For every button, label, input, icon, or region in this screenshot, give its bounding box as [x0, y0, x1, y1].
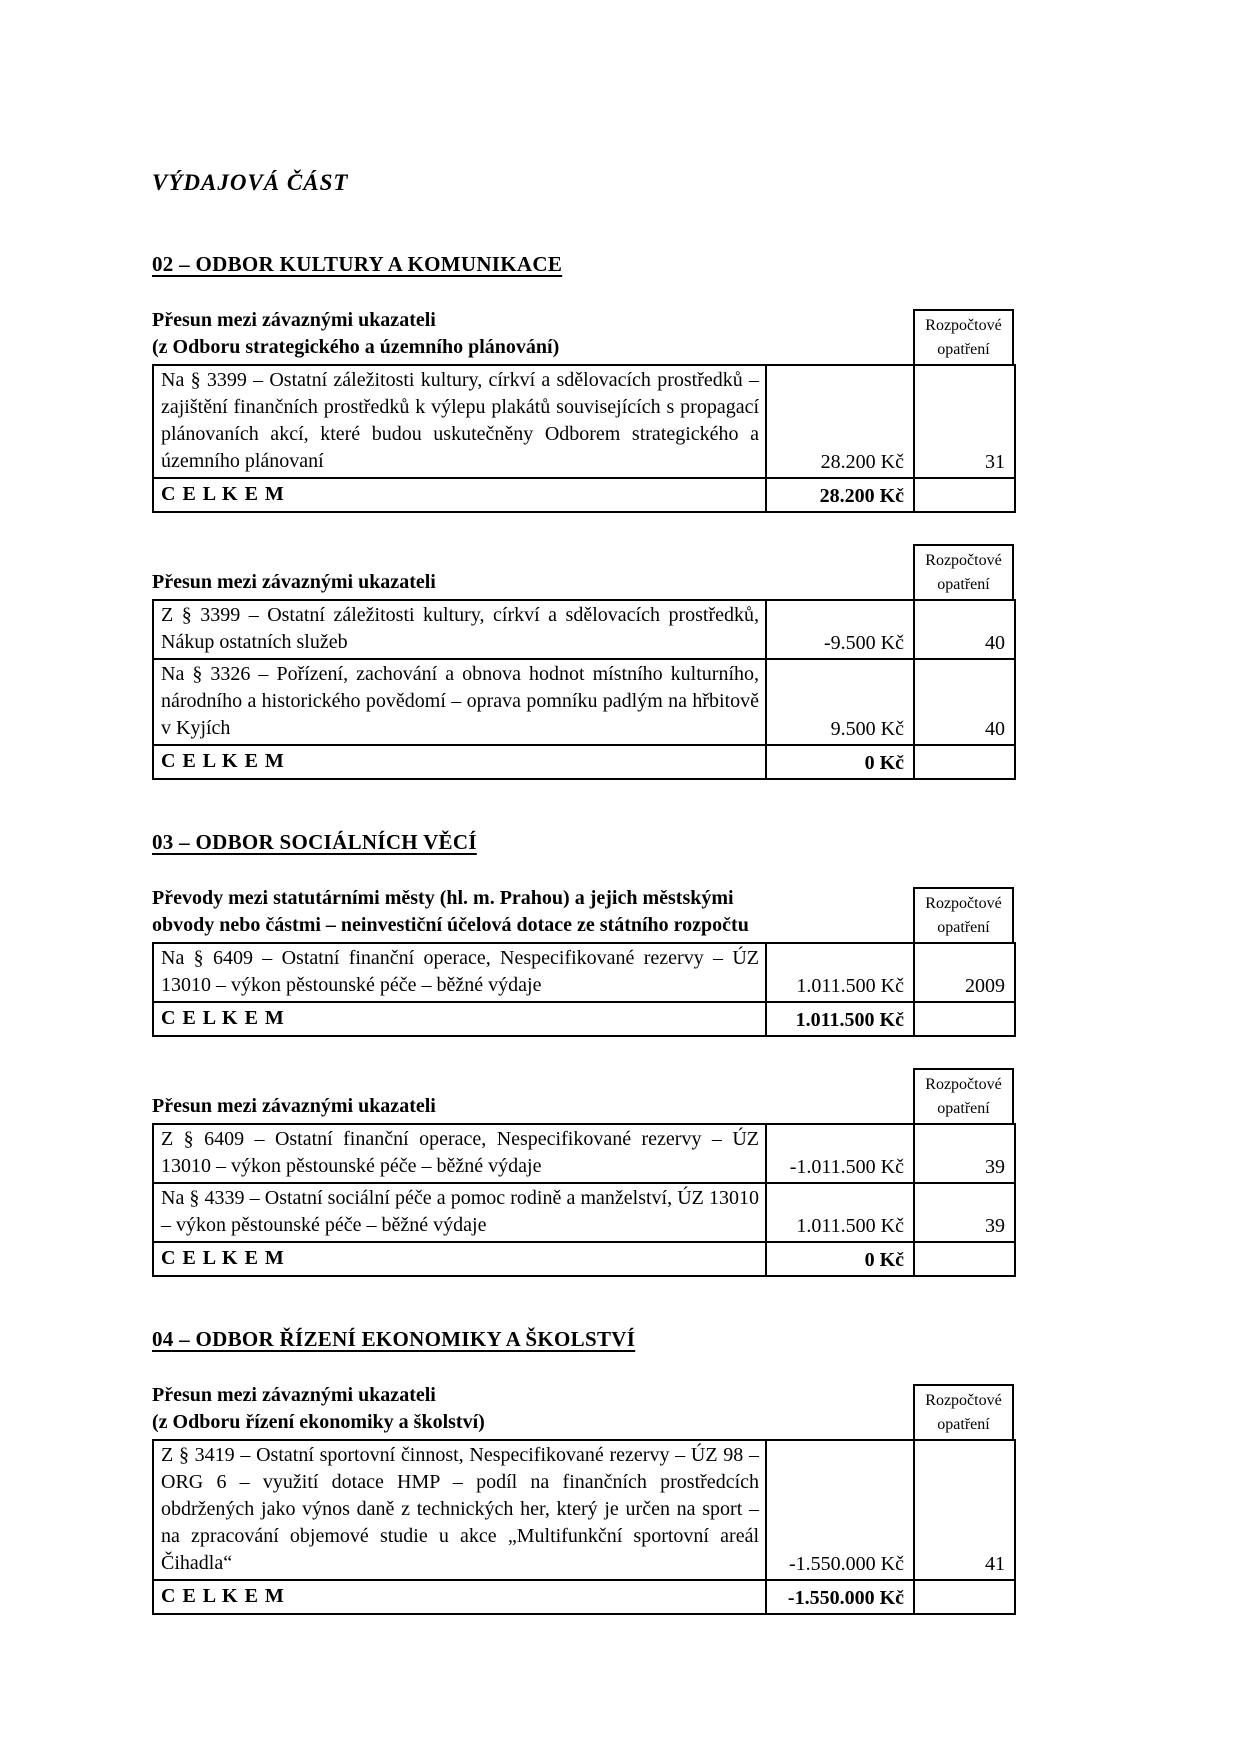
block-label-line: Převody mezi statutárními městy (hl. m. Prahou) a jejich městskými: [152, 887, 734, 909]
total-amount: 1.011.500 Kč: [766, 1002, 914, 1036]
section-heading-02: 02 – ODBOR KULTURY A KOMUNIKACE: [152, 252, 563, 276]
total-amount: 28.200 Kč: [766, 478, 914, 512]
table-row: [153, 659, 1015, 745]
total-amount: 0 Kč: [766, 745, 914, 779]
row-amount: -9.500 Kč: [766, 600, 914, 659]
block-label-line: Přesun mezi závaznými ukazateli: [152, 1095, 436, 1117]
section-heading-04: 04 – ODBOR ŘÍZENÍ EKONOMIKY A ŠKOLSTVÍ: [152, 1327, 636, 1351]
block-label: [152, 885, 765, 942]
row-amount: 1.011.500 Kč: [766, 943, 914, 1002]
budget-table: [152, 599, 1016, 780]
row-description: Na § 4339 – Ostatní sociální péče a pomoc rodině a manželství, ÚZ 13010 – výkon pěstounské péče – běžné výdaje: [153, 1183, 766, 1242]
block-label-line: (z Odboru řízení ekonomiky a školství): [152, 1411, 485, 1433]
row-description: Z § 3399 – Ostatní záležitosti kultury, církví a sdělovacích prostředků, Nákup ostatních služeb: [153, 600, 766, 659]
row-measure-number: 40: [914, 600, 1015, 659]
block-label-line: (z Odboru strategického a územního plánování): [152, 336, 560, 358]
block-head: [152, 1382, 1014, 1439]
total-row: [153, 1242, 1015, 1276]
total-label: C E L K E M: [153, 1002, 766, 1036]
row-amount: 28.200 Kč: [766, 365, 914, 478]
block-label-line: Přesun mezi závaznými ukazateli: [152, 1384, 436, 1406]
block-head: [152, 307, 1014, 364]
row-description: Na § 3326 – Pořízení, zachování a obnova hodnot místního kulturního, národního a historického povědomí – oprava pomníku padlým na hřbitově v Kyjích: [153, 659, 766, 745]
table-row: [153, 1124, 1015, 1183]
block-label-line: obvody nebo částmi – neinvestiční účelová dotace ze státního rozpočtu: [152, 914, 749, 936]
block-head: [152, 885, 1014, 942]
row-amount: -1.550.000 Kč: [766, 1440, 914, 1580]
total-amount: -1.550.000 Kč: [766, 1580, 914, 1614]
budget-measure-header: Rozpočtové opatření: [913, 1384, 1014, 1439]
table-row: [153, 365, 1015, 478]
row-measure-number: 40: [914, 659, 1015, 745]
block-label: [152, 1093, 765, 1123]
budget-measure-header: Rozpočtové opatření: [913, 544, 1014, 599]
budget-block: [152, 1068, 1014, 1277]
row-amount: 1.011.500 Kč: [766, 1183, 914, 1242]
block-head: [152, 1068, 1014, 1123]
row-amount: 9.500 Kč: [766, 659, 914, 745]
total-label: C E L K E M: [153, 1242, 766, 1276]
total-row: [153, 1002, 1015, 1036]
budget-table: [152, 942, 1016, 1037]
row-description: Z § 6409 – Ostatní finanční operace, Nespecifikované rezervy – ÚZ 13010 – výkon pěstounské péče – běžné výdaje: [153, 1124, 766, 1183]
budget-measure-header: Rozpočtové opatření: [913, 309, 1014, 364]
row-measure-number: 31: [914, 365, 1015, 478]
budget-block: [152, 885, 1014, 1037]
total-measure-cell: [914, 1002, 1015, 1036]
block-label: [152, 307, 765, 364]
total-amount: 0 Kč: [766, 1242, 914, 1276]
total-measure-cell: [914, 1242, 1015, 1276]
table-row: [153, 600, 1015, 659]
budget-block: [152, 307, 1014, 513]
row-amount: -1.011.500 Kč: [766, 1124, 914, 1183]
total-label: C E L K E M: [153, 745, 766, 779]
budget-block: [152, 1382, 1014, 1615]
budget-measure-header: Rozpočtové opatření: [913, 1068, 1014, 1123]
row-description: Na § 3399 – Ostatní záležitosti kultury, církví a sdělovacích prostředků – zajištění finančních prostředků k výlepu plakátů souvisejících s propagací plánovaních akcí, které budou uskutečněny Odborem strategického a územního plánovaní: [153, 365, 766, 478]
row-description: Z § 3419 – Ostatní sportovní činnost, Nespecifikované rezervy – ÚZ 98 – ORG 6 – využití dotace HMP – podíl na finančních prostředcích obdržených jako výnos daně z technických her, který je určen na sport – na zpracování objemové studie u akce „Multifunkční sportovní areál Čihadla“: [153, 1440, 766, 1580]
total-label: C E L K E M: [153, 478, 766, 512]
budget-measure-header: Rozpočtové opatření: [913, 887, 1014, 942]
total-label: C E L K E M: [153, 1580, 766, 1614]
row-measure-number: 2009: [914, 943, 1015, 1002]
table-row: [153, 1183, 1015, 1242]
total-measure-cell: [914, 1580, 1015, 1614]
section-heading-03: 03 – ODBOR SOCIÁLNÍCH VĚCÍ: [152, 830, 477, 854]
row-measure-number: 39: [914, 1183, 1015, 1242]
budget-block: [152, 544, 1014, 780]
total-measure-cell: [914, 745, 1015, 779]
total-row: [153, 1580, 1015, 1614]
total-row: [153, 745, 1015, 779]
block-label-line: Přesun mezi závaznými ukazateli: [152, 309, 436, 331]
block-label: [152, 569, 765, 599]
block-label: [152, 1382, 765, 1439]
table-row: [153, 1440, 1015, 1580]
block-label-line: Přesun mezi závaznými ukazateli: [152, 571, 436, 593]
budget-table: [152, 1123, 1016, 1277]
block-head: [152, 544, 1014, 599]
row-measure-number: 39: [914, 1124, 1015, 1183]
row-description: Na § 6409 – Ostatní finanční operace, Nespecifikované rezervy – ÚZ 13010 – výkon pěstounské péče – běžné výdaje: [153, 943, 766, 1002]
table-row: [153, 943, 1015, 1002]
total-measure-cell: [914, 478, 1015, 512]
budget-table: [152, 1439, 1016, 1615]
document-title: VÝDAJOVÁ ČÁST: [152, 170, 349, 195]
total-row: [153, 478, 1015, 512]
budget-table: [152, 364, 1016, 513]
row-measure-number: 41: [914, 1440, 1015, 1580]
